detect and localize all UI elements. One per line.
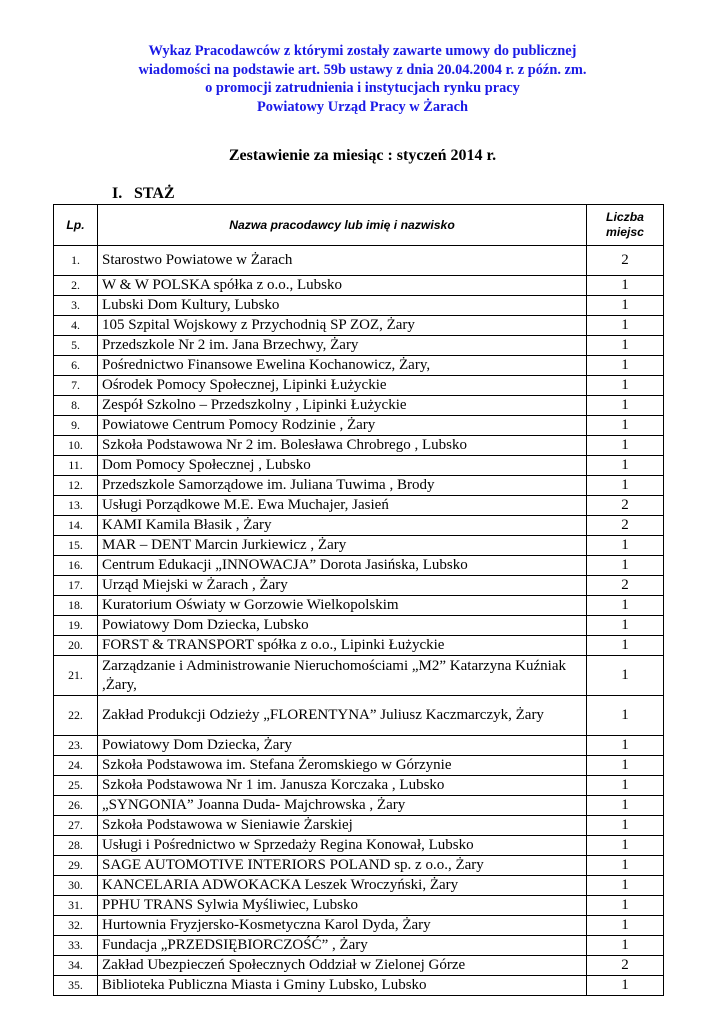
- header-line: Powiatowy Urząd Pracy w Żarach: [256, 98, 469, 115]
- places-count: 1: [587, 356, 664, 376]
- row-number: 6.: [54, 356, 98, 376]
- row-number: 8.: [54, 396, 98, 416]
- table-row: [54, 976, 664, 996]
- table-row: [54, 756, 664, 776]
- table-row: [54, 796, 664, 816]
- employer-name: „SYNGONIA” Joanna Duda- Majchrowska , Żary: [98, 796, 587, 816]
- employer-name: Urząd Miejski w Żarach , Żary: [98, 576, 587, 596]
- employer-name: Fundacja „PRZEDSIĘBIORCZOŚĆ” , Żary: [98, 936, 587, 956]
- places-count: 1: [587, 296, 664, 316]
- row-number: 29.: [54, 856, 98, 876]
- employer-name: KAMI Kamila Błasik , Żary: [98, 516, 587, 536]
- row-number: 7.: [54, 376, 98, 396]
- places-count: 1: [587, 316, 664, 336]
- places-count: 1: [587, 636, 664, 656]
- places-count: 1: [587, 416, 664, 436]
- row-number: 12.: [54, 476, 98, 496]
- employer-name: Starostwo Powiatowe w Żarach: [98, 246, 587, 276]
- table-row: [54, 856, 664, 876]
- row-number: 32.: [54, 916, 98, 936]
- table-row: [54, 896, 664, 916]
- table-row: [54, 276, 664, 296]
- row-number: 10.: [54, 436, 98, 456]
- row-number: 20.: [54, 636, 98, 656]
- places-count: 1: [587, 456, 664, 476]
- table-row: [54, 776, 664, 796]
- employer-name: Zakład Produkcji Odzieży „FLORENTYNA” Juliusz Kaczmarczyk, Żary: [98, 696, 587, 736]
- employer-name: W & W POLSKA spółka z o.o., Lubsko: [98, 276, 587, 296]
- employer-name: Hurtownia Fryzjersko-Kosmetyczna Karol Dyda, Żary: [98, 916, 587, 936]
- places-count: 1: [587, 856, 664, 876]
- employer-name: Zarządzanie i Administrowanie Nieruchomościami „M2” Katarzyna Kuźniak ,Żary,: [98, 656, 587, 696]
- employer-name: Dom Pomocy Społecznej , Lubsko: [98, 456, 587, 476]
- employer-name: Szkoła Podstawowa Nr 2 im. Bolesława Chrobrego , Lubsko: [98, 436, 587, 456]
- row-number: 18.: [54, 596, 98, 616]
- row-number: 1.: [54, 246, 98, 276]
- places-count: 1: [587, 536, 664, 556]
- row-number: 25.: [54, 776, 98, 796]
- places-count: 1: [587, 916, 664, 936]
- row-number: 13.: [54, 496, 98, 516]
- document-header: [0, 42, 725, 116]
- row-number: 5.: [54, 336, 98, 356]
- row-number: 24.: [54, 756, 98, 776]
- table-row: [54, 396, 664, 416]
- employer-name: PPHU TRANS Sylwia Myśliwiec, Lubsko: [98, 896, 587, 916]
- table-row: [54, 316, 664, 336]
- table-row: [54, 616, 664, 636]
- table-row: [54, 456, 664, 476]
- row-number: 2.: [54, 276, 98, 296]
- places-count: 1: [587, 756, 664, 776]
- employer-name: Zakład Ubezpieczeń Społecznych Oddział w Zielonej Górze: [98, 956, 587, 976]
- header-count: [587, 205, 664, 246]
- employers-table: [53, 204, 664, 996]
- section-number: I.: [112, 185, 123, 202]
- employer-name: Powiatowy Dom Dziecka, Lubsko: [98, 616, 587, 636]
- row-number: 3.: [54, 296, 98, 316]
- places-count: 1: [587, 876, 664, 896]
- table-row: [54, 516, 664, 536]
- employer-name: Przedszkole Samorządowe im. Juliana Tuwima , Brody: [98, 476, 587, 496]
- row-number: 34.: [54, 956, 98, 976]
- table-row: [54, 536, 664, 556]
- table-row: [54, 436, 664, 456]
- places-count: 1: [587, 276, 664, 296]
- row-number: 17.: [54, 576, 98, 596]
- places-count: 2: [587, 496, 664, 516]
- places-count: 2: [587, 956, 664, 976]
- places-count: 1: [587, 816, 664, 836]
- employer-name: Powiatowy Dom Dziecka, Żary: [98, 736, 587, 756]
- row-number: 31.: [54, 896, 98, 916]
- places-count: 1: [587, 836, 664, 856]
- table-row: [54, 836, 664, 856]
- table-row: [54, 496, 664, 516]
- table-row: [54, 246, 664, 276]
- employer-name: Centrum Edukacji „INNOWACJA” Dorota Jasińska, Lubsko: [98, 556, 587, 576]
- places-count: 2: [587, 576, 664, 596]
- places-count: 1: [587, 556, 664, 576]
- places-count: 1: [587, 696, 664, 736]
- places-count: 1: [587, 616, 664, 636]
- header-line: Wykaz Pracodawców z którymi zostały zawarte umowy do publicznej: [148, 43, 577, 59]
- section-title: STAŻ: [134, 185, 175, 202]
- row-number: 19.: [54, 616, 98, 636]
- employer-name: MAR – DENT Marcin Jurkiewicz , Żary: [98, 536, 587, 556]
- row-number: 9.: [54, 416, 98, 436]
- row-number: 14.: [54, 516, 98, 536]
- table-row: [54, 356, 664, 376]
- row-number: 30.: [54, 876, 98, 896]
- row-number: 26.: [54, 796, 98, 816]
- table-row: [54, 336, 664, 356]
- row-number: 33.: [54, 936, 98, 956]
- row-number: 27.: [54, 816, 98, 836]
- row-number: 15.: [54, 536, 98, 556]
- places-count: 1: [587, 936, 664, 956]
- header-line: o promocji zatrudnienia i instytucjach rynku pracy: [205, 80, 520, 96]
- places-count: 1: [587, 776, 664, 796]
- table-row: [54, 296, 664, 316]
- employer-name: Pośrednictwo Finansowe Ewelina Kochanowicz, Żary,: [98, 356, 587, 376]
- places-count: 1: [587, 476, 664, 496]
- table-row: [54, 736, 664, 756]
- places-count: 1: [587, 896, 664, 916]
- employer-name: Przedszkole Nr 2 im. Jana Brzechwy, Żary: [98, 336, 587, 356]
- employer-name: Szkoła Podstawowa Nr 1 im. Janusza Korczaka , Lubsko: [98, 776, 587, 796]
- places-count: 2: [587, 246, 664, 276]
- places-count: 1: [587, 436, 664, 456]
- row-number: 22.: [54, 696, 98, 736]
- header-count-line1: Liczba: [606, 210, 644, 224]
- places-count: 1: [587, 656, 664, 696]
- places-count: 1: [587, 596, 664, 616]
- header-lp: Lp.: [54, 205, 98, 246]
- employer-name: Lubski Dom Kultury, Lubsko: [98, 296, 587, 316]
- places-count: 1: [587, 976, 664, 996]
- header-name: Nazwa pracodawcy lub imię i nazwisko: [98, 205, 587, 246]
- employer-name: SAGE AUTOMOTIVE INTERIORS POLAND sp. z o.o., Żary: [98, 856, 587, 876]
- places-count: 1: [587, 396, 664, 416]
- row-number: 23.: [54, 736, 98, 756]
- row-number: 28.: [54, 836, 98, 856]
- employer-name: FORST & TRANSPORT spółka z o.o., Lipinki Łużyckie: [98, 636, 587, 656]
- employer-name: Zespół Szkolno – Przedszkolny , Lipinki Łużyckie: [98, 396, 587, 416]
- places-count: 1: [587, 736, 664, 756]
- places-count: 2: [587, 516, 664, 536]
- table-row: [54, 696, 664, 736]
- header-line: wiadomości na podstawie art. 59b ustawy z dnia 20.04.2004 r. z późn. zm.: [138, 61, 587, 78]
- table-row: [54, 376, 664, 396]
- table-row: [54, 816, 664, 836]
- row-number: 4.: [54, 316, 98, 336]
- places-count: 1: [587, 336, 664, 356]
- table-row: [54, 936, 664, 956]
- table-row: [54, 916, 664, 936]
- employer-name: 105 Szpital Wojskowy z Przychodnią SP ZOZ, Żary: [98, 316, 587, 336]
- row-number: 16.: [54, 556, 98, 576]
- row-number: 11.: [54, 456, 98, 476]
- employer-name: Biblioteka Publiczna Miasta i Gminy Lubsko, Lubsko: [98, 976, 587, 996]
- table-row: [54, 416, 664, 436]
- employer-name: Kuratorium Oświaty w Gorzowie Wielkopolskim: [98, 596, 587, 616]
- employer-name: Szkoła Podstawowa w Sieniawie Żarskiej: [98, 816, 587, 836]
- table-row: [54, 576, 664, 596]
- table-row: [54, 636, 664, 656]
- table-row: [54, 956, 664, 976]
- employer-name: Szkoła Podstawowa im. Stefana Żeromskiego w Górzynie: [98, 756, 587, 776]
- employer-name: Powiatowe Centrum Pomocy Rodzinie , Żary: [98, 416, 587, 436]
- places-count: 1: [587, 376, 664, 396]
- places-count: 1: [587, 796, 664, 816]
- table-row: [54, 656, 664, 696]
- table-row: [54, 556, 664, 576]
- row-number: 21.: [54, 656, 98, 696]
- employer-name: Ośrodek Pomocy Społecznej, Lipinki Łużyckie: [98, 376, 587, 396]
- table-row: [54, 596, 664, 616]
- employer-name: Usługi i Pośrednictwo w Sprzedaży Regina Konował, Lubsko: [98, 836, 587, 856]
- table-header-row: [54, 205, 664, 246]
- section-heading: [112, 184, 175, 204]
- employer-name: Usługi Porządkowe M.E. Ewa Muchajer, Jasień: [98, 496, 587, 516]
- header-count-line2: miejsc: [606, 225, 644, 239]
- row-number: 35.: [54, 976, 98, 996]
- table-row: [54, 476, 664, 496]
- summary-title: Zestawienie za miesiąc : styczeń 2014 r.: [228, 147, 497, 164]
- employer-name: KANCELARIA ADWOKACKA Leszek Wroczyński, Żary: [98, 876, 587, 896]
- table-row: [54, 876, 664, 896]
